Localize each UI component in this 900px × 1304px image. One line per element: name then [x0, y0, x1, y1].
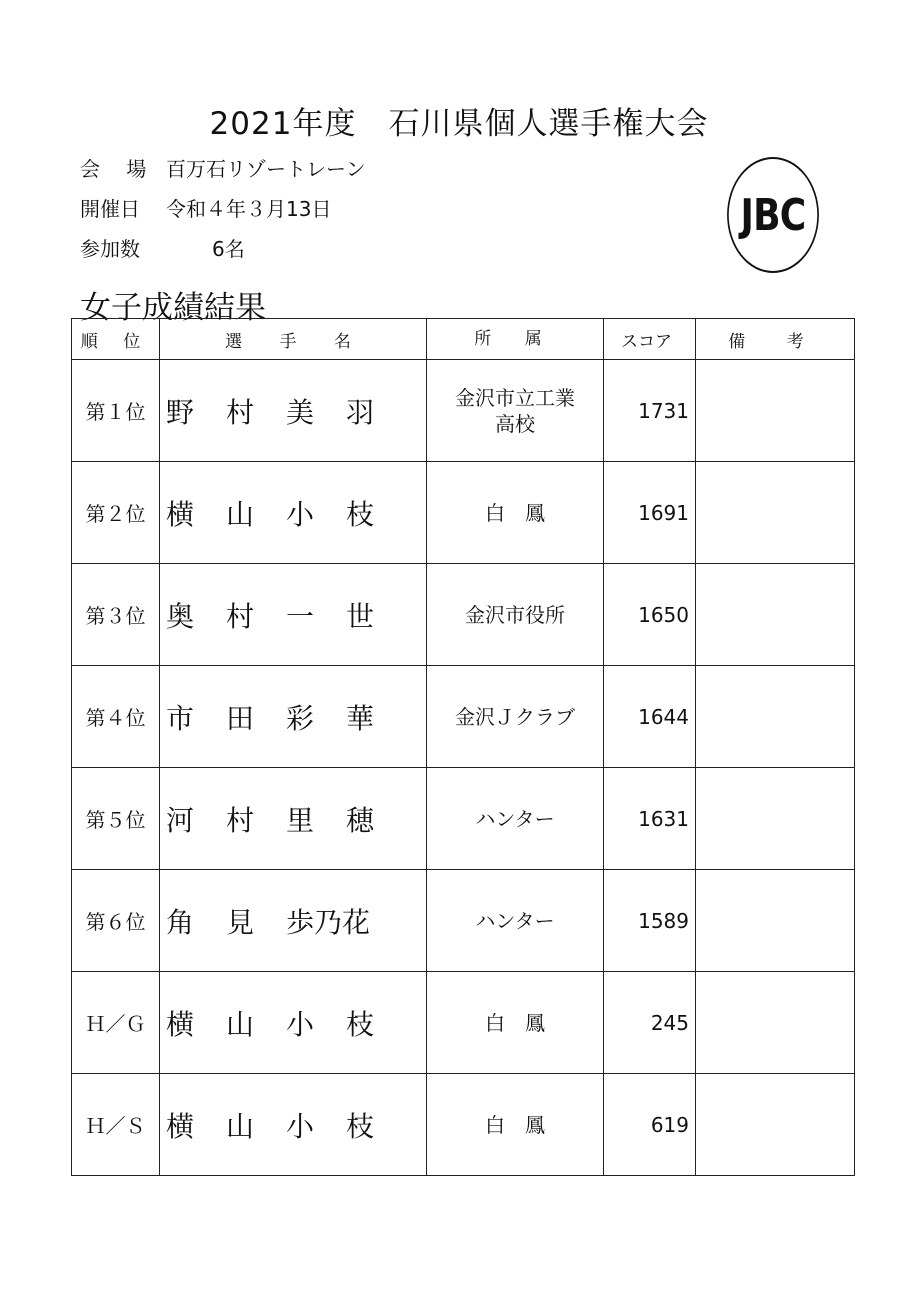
affiliation-cell	[427, 972, 604, 1074]
table-row	[72, 768, 855, 870]
venue-label: 会 場	[80, 157, 157, 181]
page-title: 2021年度 石川県個人選手権大会	[209, 106, 709, 142]
affiliation-line: 金沢Ｊクラブ	[455, 704, 575, 729]
name-part: 山	[226, 497, 255, 531]
affiliation-cell	[427, 768, 604, 870]
name-part: 小	[286, 1007, 315, 1041]
name-part: 田	[226, 701, 255, 735]
rank-cell: 第５位	[72, 768, 160, 870]
score-cell: 1589	[604, 870, 696, 972]
name-part: 角	[166, 905, 195, 939]
header-row	[72, 319, 855, 360]
name-part: 美	[286, 395, 315, 429]
name-part: 枝	[346, 1109, 375, 1143]
table-row	[72, 462, 855, 564]
score-cell: 1631	[604, 768, 696, 870]
affiliation-line: 白 鳳	[485, 500, 545, 525]
affiliation-cell	[427, 870, 604, 972]
name-cell	[160, 1074, 427, 1176]
section-title: 女子成績結果	[80, 290, 266, 326]
results-body	[72, 360, 855, 1176]
venue-row	[80, 153, 366, 182]
date-row	[80, 193, 331, 222]
table-row	[72, 360, 855, 462]
name-part: 小	[286, 497, 315, 531]
rank-cell: 第６位	[72, 870, 160, 972]
note-cell	[696, 768, 855, 870]
affiliation-line: 高校	[495, 411, 535, 436]
score-cell: 619	[604, 1074, 696, 1176]
name-part: 一	[286, 599, 315, 633]
jbc-logo: JBC	[727, 157, 819, 273]
affiliation-cell	[427, 360, 604, 462]
name-part: 華	[346, 701, 375, 735]
note-cell	[696, 972, 855, 1074]
name-cell	[160, 972, 427, 1074]
header-name: 選 手 名	[160, 319, 427, 360]
rank-cell: 第２位	[72, 462, 160, 564]
name-cell	[160, 360, 427, 462]
name-part: 横	[166, 1109, 195, 1143]
affiliation-cell	[427, 462, 604, 564]
header-note: 備 考	[696, 319, 855, 360]
header-score: スコア	[604, 319, 696, 360]
name-part: 歩乃花	[286, 905, 371, 939]
note-cell	[696, 870, 855, 972]
note-cell	[696, 564, 855, 666]
name-part: 野	[166, 395, 195, 429]
count-value: 6名	[212, 237, 245, 261]
name-part: 村	[226, 599, 255, 633]
name-part: 里	[286, 803, 315, 837]
name-cell	[160, 462, 427, 564]
name-cell	[160, 564, 427, 666]
score-cell: 1644	[604, 666, 696, 768]
score-cell: 1731	[604, 360, 696, 462]
affiliation-line: 白 鳳	[485, 1112, 545, 1137]
date-value: 令和４年３月13日	[166, 197, 332, 221]
affiliation-cell	[427, 1074, 604, 1176]
note-cell	[696, 1074, 855, 1176]
name-part: 小	[286, 1109, 315, 1143]
count-label: 参加数	[80, 237, 140, 261]
rank-cell: Ｈ／Ｓ	[72, 1074, 160, 1176]
name-cell	[160, 666, 427, 768]
affiliation-cell	[427, 564, 604, 666]
name-part: 村	[226, 395, 255, 429]
affiliation-line: ハンター	[475, 908, 555, 933]
affiliation-cell	[427, 666, 604, 768]
name-cell	[160, 768, 427, 870]
score-cell: 1691	[604, 462, 696, 564]
name-part: 市	[166, 701, 195, 735]
table-row	[72, 666, 855, 768]
note-cell	[696, 462, 855, 564]
note-cell	[696, 360, 855, 462]
table-row	[72, 564, 855, 666]
name-part: 山	[226, 1109, 255, 1143]
name-part: 河	[166, 803, 195, 837]
name-part: 穂	[346, 803, 375, 837]
count-row	[80, 233, 245, 262]
name-part: 枝	[346, 1007, 375, 1041]
rank-cell: 第１位	[72, 360, 160, 462]
rank-cell: 第３位	[72, 564, 160, 666]
name-part: 奥	[166, 599, 195, 633]
name-cell	[160, 870, 427, 972]
name-part: 世	[346, 599, 375, 633]
table-row	[72, 1074, 855, 1176]
name-part: 彩	[286, 701, 315, 735]
name-part: 村	[226, 803, 255, 837]
score-cell: 245	[604, 972, 696, 1074]
table-row	[72, 870, 855, 972]
venue-value: 百万石リゾートレーン	[166, 157, 366, 181]
affiliation-line: ハンター	[475, 806, 555, 831]
header-rank: 順 位	[72, 319, 160, 360]
affiliation-line: 金沢市役所	[465, 602, 565, 627]
note-cell	[696, 666, 855, 768]
score-cell: 1650	[604, 564, 696, 666]
name-part: 枝	[346, 497, 375, 531]
rank-cell: Ｈ／Ｇ	[72, 972, 160, 1074]
name-part: 見	[226, 905, 255, 939]
affiliation-line: 金沢市立工業	[455, 385, 575, 410]
date-label: 開催日	[80, 197, 140, 221]
name-part: 山	[226, 1007, 255, 1041]
header-affiliation: 所 属	[427, 319, 604, 360]
results-table	[71, 318, 855, 1176]
rank-cell: 第４位	[72, 666, 160, 768]
name-part: 横	[166, 497, 195, 531]
affiliation-line: 白 鳳	[485, 1010, 545, 1035]
table-row	[72, 972, 855, 1074]
name-part: 羽	[346, 395, 375, 429]
name-part: 横	[166, 1007, 195, 1041]
